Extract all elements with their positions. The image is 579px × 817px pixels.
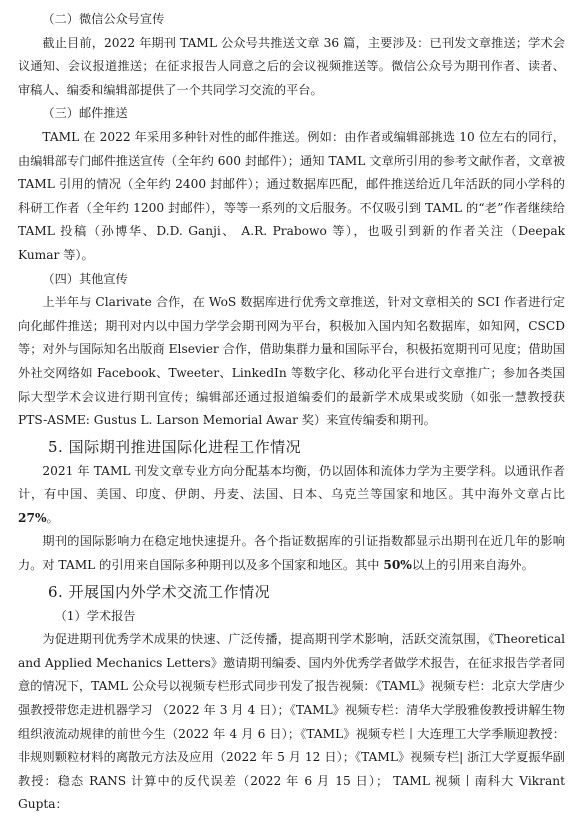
email-paragraph: TAML 在 2022 年采用多种针对性的邮件推送。例如：由作者或编辑部挑选 10 位左右的同行，由编辑部专门邮件推送宣传（全年约 600 封邮件）；通知 TAML 文章所引用的参考文献作者，文章被 TAML 引用的情况（全年约 2400 封邮件）；通过数据库匹配，邮件推送给近几年活跃的同小学科的科研工作者（全年约 1200 封邮件），等等一系列的文后服务。不仅吸引到 TAML 的“老”作者继续给 TAML 投稿（孙博华、D.D. Ganji、 A.R. Prabowo 等），也吸引到新的作者关注（Deepak Kumar 等）。 [18, 129, 565, 262]
section5-p2-end: 以上的引用来自海外。 [411, 558, 534, 573]
wechat-heading: （二）微信公众号宣传 [42, 12, 165, 26]
other-paragraph: 上半年与 Clarivate 合作，在 WoS 数据库进行优秀文章推送，针对文章相关的 SCI 作者进行定向化邮件推送；期刊对内以中国力学学会期刊网为平台，积极加入国内知名数据库，如知网，CSCD 等；对外与国际知名出版商 Elsevier 合作，借助集群力量和国际平台，积极拓宽期刊可见度；借助国外社交网络如 Facebook、Tweeter、LinkedIn 等数字化、移动化平台进行文章推广；参加各类国际大型学术会议进行期刊宣传；编辑部还通过报道编委们的最新学术成果或奖励（如张一慧教授获 PTS-ASME: Gustus L. Larson Memorial Awar 奖）来宣传编委和期刊。 [18, 295, 565, 428]
email-heading: （三）邮件推送 [42, 106, 128, 121]
section5-p1-text: 2021 年 TAML 刊发文章专业方向分配基本均衡，仍以固体和流体力学为主要学科。以通讯作者计，有中国、美国、印度、伊朗、丹麦、法国、日本、乌克兰等国家和地区。其中海外文章占比 [18, 463, 565, 502]
section5-p2-text: 期刊的国际影响力在稳定地快速提升。各个指证数据库的引证指数都显示出期刊在近几年的影响力。对 TAML 的引用来自国际多种期刊以及多个国家和地区。其中 [18, 534, 565, 573]
section5-heading: 5. 国际期刊推进国际化进程工作情况 [48, 437, 302, 456]
section6-paragraph: 为促进期刊优秀学术成果的快速、广泛传播，提高期刊学术影响，活跃交流氛围，《Theoretical and Applied Mechanics Letters》邀请期刊编委、国内外优秀学者做学术报告，在征求报告学者同意的情况下，TAML 公众号以视频专栏形式同步刊发了报告视频：《TAML》视频专栏：北京大学唐少强教授带您走进机器学习 （2022 年 3 月 4 日）；《TAML》视频专栏：清华大学殷雅俊教授讲解生物组织液流动规律的前世今生（2022 年 4 月 6 日）；《TAML》视频专栏丨大连理工大学季顺迎教授：非规则颗粒材料的离散元方法及应用（2022 年 5 月 12 日）；《TAML》视频专栏| 浙江大学夏振华副教授：稳态 RANS 计算中的反代误差（2022 年 6 月 15 日）； TAML 视频丨南科大 Vikrant Gupta： [18, 632, 565, 812]
wechat-paragraph: 截止目前，2022 年期刊 TAML 公众号共推送文章 36 篇，主要涉及：已刊发文章推送；学术会议通知、会议报道推送；在征求报告人同意之后的会议视频推送等。微信公众号为期刊作者、读者、审稿人、编委和编辑部提供了一个共同学习交流的平台。 [18, 35, 565, 97]
section5-paragraph-1 [18, 460, 565, 531]
other-heading: （四）其他宣传 [42, 271, 128, 286]
section5-p1-end: 。 [46, 510, 59, 525]
section6-sub1-heading: （1）学术报告 [54, 608, 136, 623]
section5-paragraph-2 [18, 530, 565, 577]
overseas-share-value: 27% [18, 510, 47, 525]
overseas-citation-value: 50% [383, 558, 412, 573]
section6-heading: 6. 开展国内外学术交流工作情况 [48, 582, 271, 601]
